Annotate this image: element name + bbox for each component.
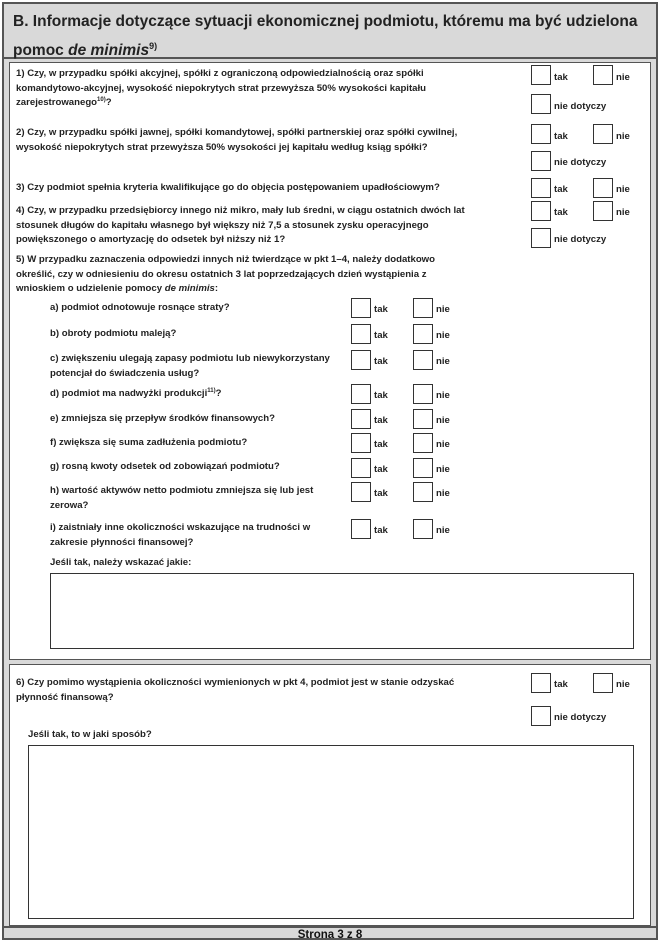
- q6-nie-dotyczy-checkbox[interactable]: [531, 706, 551, 726]
- q6-nie-checkbox[interactable]: [593, 673, 613, 693]
- q5-b-text: b) obroty podmiotu maleją?: [50, 328, 177, 339]
- q4-nie-dotyczy-label: nie dotyczy: [554, 234, 607, 245]
- q5-i-nie-checkbox[interactable]: [413, 519, 433, 539]
- q6-specify-textarea[interactable]: [28, 745, 634, 919]
- q6-specify-label: Jeśli tak, to w jaki sposób?: [28, 729, 152, 740]
- q5-a-tak-label: tak: [374, 304, 388, 315]
- q5-i-tak-checkbox[interactable]: [351, 519, 371, 539]
- q5-d-text: d) podmiot ma nadwyżki produkcji$^{11)}$?: [50, 387, 222, 399]
- q5-d-nie-label: nie: [436, 390, 450, 401]
- q4-nie-label: nie: [616, 207, 630, 218]
- q4-tak-label: tak: [554, 207, 568, 218]
- q2-nie-dotyczy-checkbox[interactable]: [531, 151, 551, 171]
- q2-nie-checkbox[interactable]: [593, 124, 613, 144]
- question-2: 2) Czy, w przypadku spółki jawnej, spółki komandytowej, spółki partnerskiej oraz spółki cywilnej, wysokość niepokrytych strat przewyższa 50% wysokości jej kapitału według ksiąg spółki?: [16, 127, 458, 153]
- q5-h-nie-checkbox[interactable]: [413, 482, 433, 502]
- q4-tak-checkbox[interactable]: [531, 201, 551, 221]
- q6-nie-label: nie: [616, 679, 630, 690]
- q2-nie-dotyczy-label: nie dotyczy: [554, 157, 607, 168]
- q5-b-nie-label: nie: [436, 330, 450, 341]
- q5-specify-textarea[interactable]: [50, 573, 634, 649]
- q5-h-tak-label: tak: [374, 488, 388, 499]
- q2-tak-checkbox[interactable]: [531, 124, 551, 144]
- q5-d-nie-checkbox[interactable]: [413, 384, 433, 404]
- form-page: [2, 2, 658, 940]
- q5-h-text: h) wartość aktywów netto podmiotu zmniejsza się lub jest zerowa?: [50, 485, 314, 511]
- q5-a-nie-checkbox[interactable]: [413, 298, 433, 318]
- question-4: 4) Czy, w przypadku przedsiębiorcy innego niż mikro, mały lub średni, w ciągu ostatnich dwóch lat stosunek długów do kapitału własnego był większy niż 7,5 a stosunek zysku operacyjnego powiększonego o amortyzację do odsetek był niższy niż 1?: [16, 205, 465, 246]
- section-header: [4, 4, 656, 59]
- q5-g-text: g) rosną kwoty odsetek od zobowiązań podmiotu?: [50, 461, 280, 472]
- q5-e-text: e) zmniejsza się przepływ środków finansowych?: [50, 413, 275, 424]
- q5-i-nie-label: nie: [436, 525, 450, 536]
- q5-i-tak-label: tak: [374, 525, 388, 536]
- q5-g-nie-checkbox[interactable]: [413, 458, 433, 478]
- q5-c-nie-checkbox[interactable]: [413, 350, 433, 370]
- q3-nie-checkbox[interactable]: [593, 178, 613, 198]
- q5-f-nie-label: nie: [436, 439, 450, 450]
- q5-g-tak-label: tak: [374, 464, 388, 475]
- q6-nie-dotyczy-label: nie dotyczy: [554, 712, 607, 723]
- q5-c-tak-checkbox[interactable]: [351, 350, 371, 370]
- q3-tak-label: tak: [554, 184, 568, 195]
- question-5: 5) W przypadku zaznaczenia odpowiedzi innych niż twierdzące w pkt 1–4, należy dodatkowo określić, czy w odniesieniu do okresu ostatnich 3 lat poprzedzających dzień wystąpienia z wnioskiem o udzielenie pomocy de minimis:: [16, 254, 436, 295]
- q2-tak-label: tak: [554, 131, 568, 142]
- q5-b-tak-label: tak: [374, 330, 388, 341]
- q6-tak-label: tak: [554, 679, 568, 690]
- question-3: 3) Czy podmiot spełnia kryteria kwalifikujące go do objęcia postępowaniem upadłościowym?: [16, 182, 440, 193]
- q6-tak-checkbox[interactable]: [531, 673, 551, 693]
- q5-e-tak-checkbox[interactable]: [351, 409, 371, 429]
- q5-h-tak-checkbox[interactable]: [351, 482, 371, 502]
- question-1: 1) Czy, w przypadku spółki akcyjnej, spółki z ograniczoną odpowiedzialnością oraz spółki komandytowo-akcyjnej, wysokość niepokrytych strat przewyższa 50% wysokości kapitału zarejestrowanego$^{10)}$?: [16, 68, 427, 109]
- q1-nie-dotyczy-label: nie dotyczy: [554, 101, 607, 112]
- q5-c-nie-label: nie: [436, 356, 450, 367]
- q5-b-nie-checkbox[interactable]: [413, 324, 433, 344]
- q5-i-text: i) zaistniały inne okoliczności wskazujące na trudności w zakresie płynności finansowej?: [50, 522, 311, 548]
- question-6-panel: [9, 664, 651, 926]
- q4-nie-checkbox[interactable]: [593, 201, 613, 221]
- q5-f-text: f) zwiększa się suma zadłużenia podmiotu?: [50, 437, 248, 448]
- q5-d-tak-label: tak: [374, 390, 388, 401]
- q5-b-tak-checkbox[interactable]: [351, 324, 371, 344]
- q3-nie-label: nie: [616, 184, 630, 195]
- q5-specify-label: Jeśli tak, należy wskazać jakie:: [50, 557, 192, 568]
- q2-nie-label: nie: [616, 131, 630, 142]
- q5-d-tak-checkbox[interactable]: [351, 384, 371, 404]
- q1-tak-checkbox[interactable]: [531, 65, 551, 85]
- q5-f-tak-label: tak: [374, 439, 388, 450]
- q4-nie-dotyczy-checkbox[interactable]: [531, 228, 551, 248]
- section-title-line2: pomoc de minimis$^{9)}$: [13, 41, 158, 60]
- q5-e-nie-label: nie: [436, 415, 450, 426]
- q5-e-tak-label: tak: [374, 415, 388, 426]
- questions-panel: [9, 62, 651, 660]
- q3-tak-checkbox[interactable]: [531, 178, 551, 198]
- q5-f-tak-checkbox[interactable]: [351, 433, 371, 453]
- q1-tak-label: tak: [554, 72, 568, 83]
- question-6: 6) Czy pomimo wystąpienia okoliczności wymienionych w pkt 4, podmiot jest w stanie odzyskać płynność finansową?: [16, 677, 455, 703]
- q1-nie-label: nie: [616, 72, 630, 83]
- q5-c-text: c) zwiększeniu ulegają zapasy podmiotu lub niewykorzystany potencjał do świadczenia usług?: [50, 353, 330, 379]
- q5-g-tak-checkbox[interactable]: [351, 458, 371, 478]
- q1-nie-dotyczy-checkbox[interactable]: [531, 94, 551, 114]
- q5-a-text: a) podmiot odnotowuje rosnące straty?: [50, 302, 230, 313]
- q5-a-tak-checkbox[interactable]: [351, 298, 371, 318]
- q5-a-nie-label: nie: [436, 304, 450, 315]
- section-title-line1: B. Informacje dotyczące sytuacji ekonomicznej podmiotu, któremu ma być udzielona: [13, 13, 638, 30]
- q5-g-nie-label: nie: [436, 464, 450, 475]
- page-footer: Strona 3 z 8: [4, 926, 656, 940]
- q5-f-nie-checkbox[interactable]: [413, 433, 433, 453]
- q5-h-nie-label: nie: [436, 488, 450, 499]
- q5-e-nie-checkbox[interactable]: [413, 409, 433, 429]
- q5-c-tak-label: tak: [374, 356, 388, 367]
- q1-nie-checkbox[interactable]: [593, 65, 613, 85]
